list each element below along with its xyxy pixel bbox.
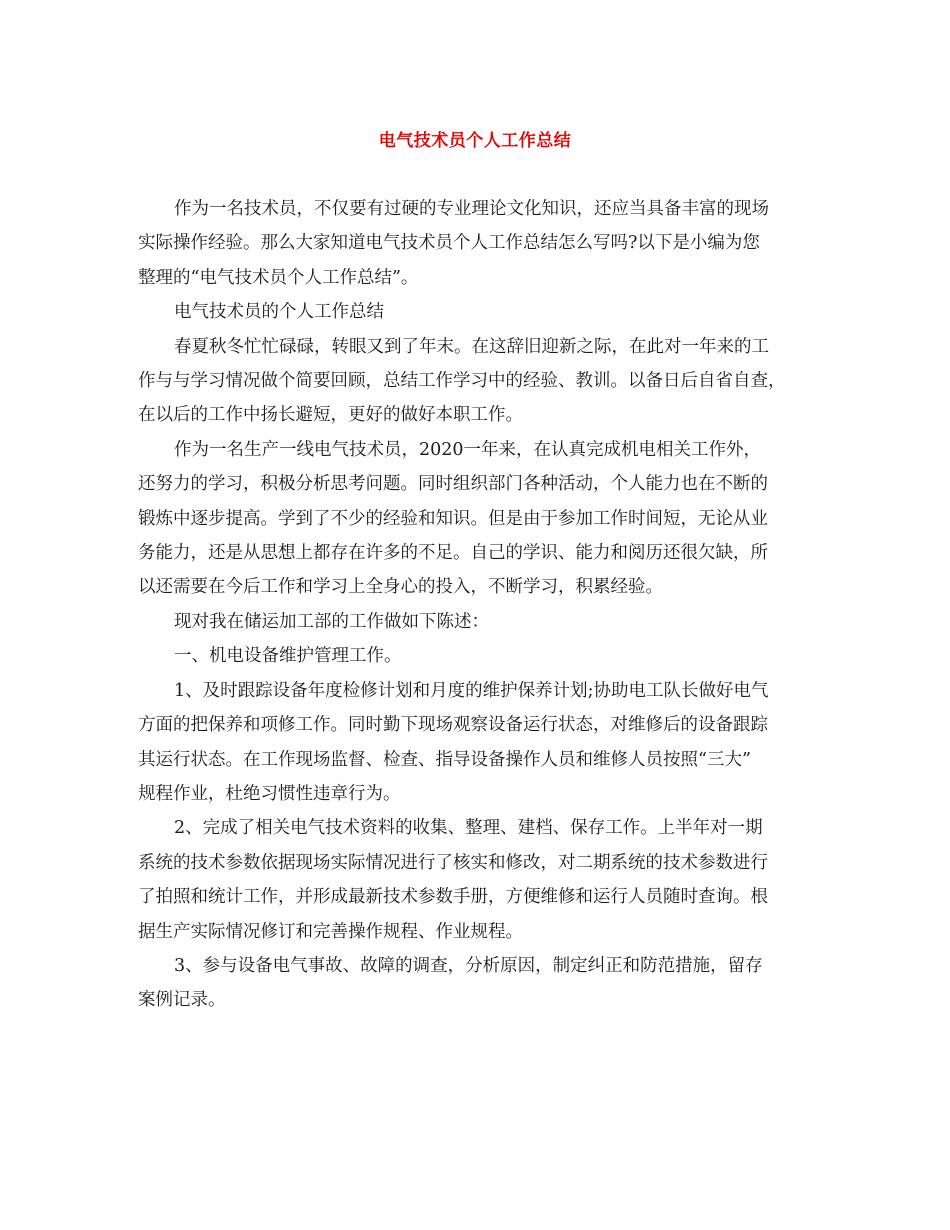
- text-line: 作为一名技术员，不仅要有过硬的专业理论文化知识，还应当具备丰富的现场: [174, 199, 769, 219]
- list-item-line: 方面的把保养和项修工作。同时勤下现场观察设备运行状态，对维修后的设备跟踪: [138, 715, 768, 736]
- text-line: 作为一名生产一线电气技术员，2020一年来，在认真完成机电相关工作外，: [174, 439, 762, 460]
- text-line: 现对我在储运加工部的工作做如下陈述：: [174, 611, 489, 632]
- list-item-line: 系统的技术参数依据现场实际情况进行了核实和修改，对二期系统的技术参数进行: [138, 852, 768, 873]
- list-item-line: 据生产实际情况修订和完善操作规程、作业规程。: [138, 921, 523, 942]
- section-heading: 一、机电设备维护管理工作。: [174, 646, 402, 667]
- text-line: 务能力，还是从思想上都存在许多的不足。自己的学识、能力和阅历还很欠缺，所: [138, 543, 768, 564]
- text-line: 锻炼中逐步提高。学到了不少的经验和知识。但是由于参加工作时间短，无论从业: [138, 508, 768, 529]
- list-item-line: 了拍照和统计工作，并形成最新技术参数手册，方便维修和运行人员随时查询。根: [138, 887, 768, 908]
- list-item-line: 规程作业，杜绝习惯性违章行为。: [138, 783, 401, 804]
- list-item-line: 2、完成了相关电气技术资料的收集、整理、建档、保存工作。上半年对一期: [174, 818, 763, 839]
- document-title: 电气技术员个人工作总结: [378, 131, 572, 151]
- text-line: 在以后的工作中扬长避短，更好的做好本职工作。: [138, 405, 523, 426]
- text-line: 春夏秋冬忙忙碌碌，转眼又到了年末。在这辞旧迎新之际，在此对一年来的工: [174, 336, 769, 357]
- list-item-line: 3、参与设备电气事故、故障的调查，分析原因，制定纠正和防范措施，留存: [174, 955, 763, 976]
- section-subtitle: 电气技术员的个人工作总结: [174, 302, 384, 323]
- text-line: 作与与学习情况做个简要回顾，总结工作学习中的经验、教训。以备日后自省自查，: [138, 371, 786, 392]
- document-body: [138, 192, 828, 1018]
- text-line: 还努力的学习，积极分析思考问题。同时组织部门各种活动，个人能力也在不断的: [138, 474, 768, 495]
- list-item-line: 其运行状态。在工作现场监督、检查、指导设备操作人员和维修人员按照“三大”: [138, 749, 751, 770]
- list-item-line: 案例记录。: [138, 990, 226, 1011]
- text-line: 实际操作经验。那么大家知道电气技术员个人工作总结怎么写吗?以下是小编为您: [138, 233, 760, 254]
- text-line: 整理的“电气技术员个人工作总结”。: [138, 267, 419, 288]
- list-item-line: 1、及时跟踪设备年度检修计划和月度的维护保养计划;协助电工队长做好电气: [174, 680, 769, 701]
- text-line: 以还需要在今后工作和学习上全身心的投入，不断学习，积累经验。: [138, 577, 663, 598]
